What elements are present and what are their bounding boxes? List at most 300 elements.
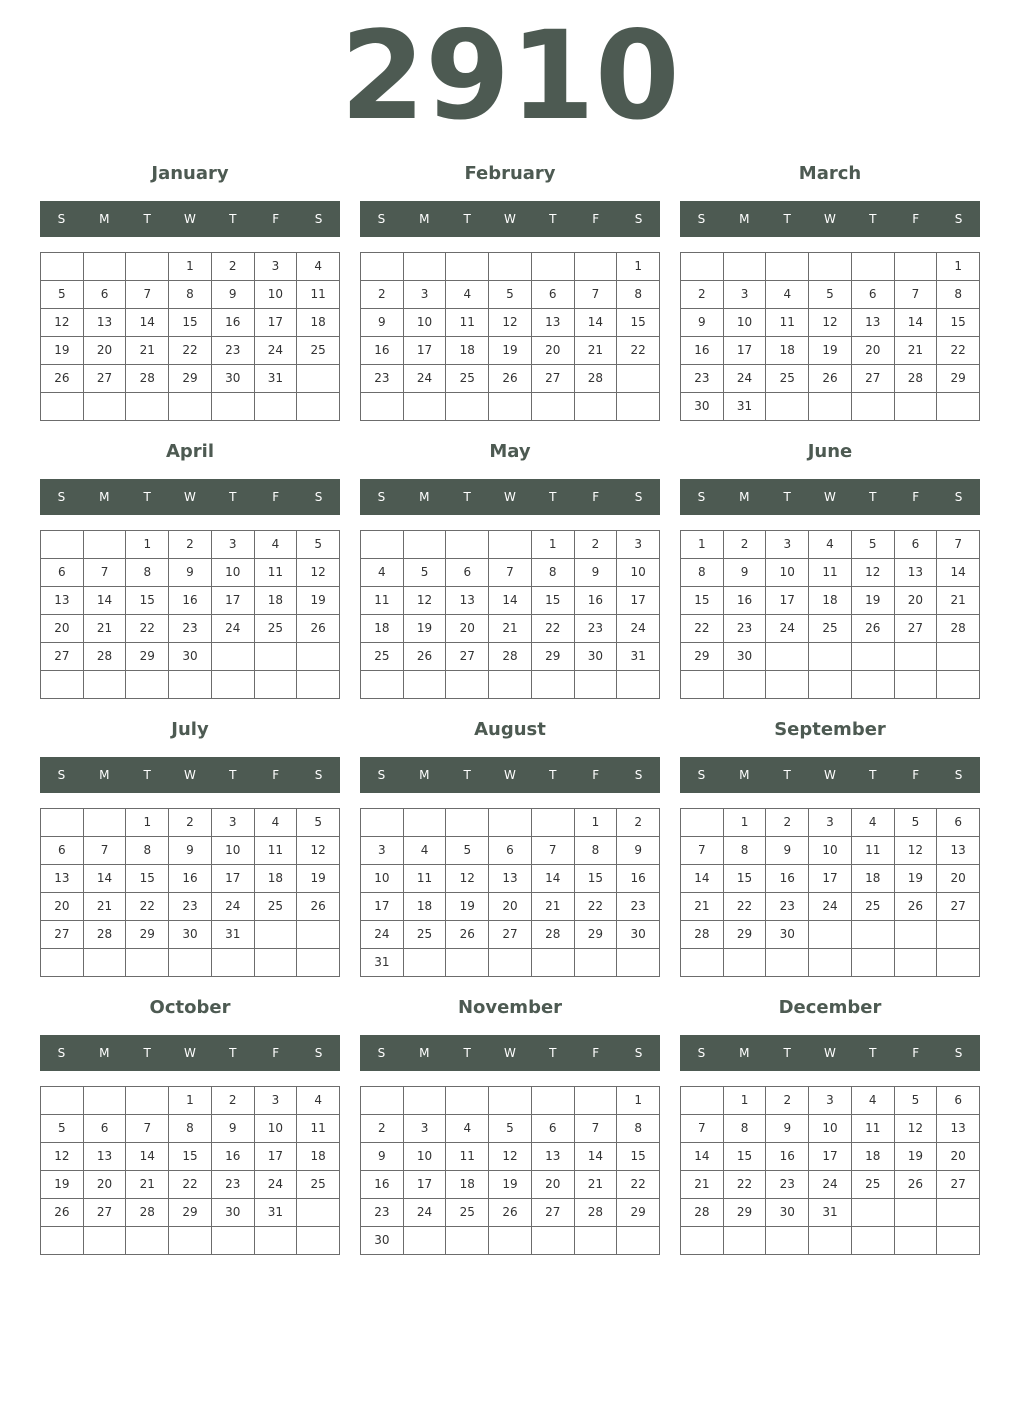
day-cell: 4: [852, 1087, 895, 1115]
day-cell: 3: [724, 281, 767, 309]
empty-day-cell: [617, 949, 660, 977]
day-cell: 11: [404, 865, 447, 893]
empty-day-cell: [361, 1087, 404, 1115]
day-cell: 13: [532, 1143, 575, 1171]
day-cell: 5: [895, 1087, 938, 1115]
day-cell: 17: [809, 1143, 852, 1171]
day-cell: 3: [255, 253, 298, 281]
day-cell: 20: [895, 587, 938, 615]
day-cell: 1: [169, 1087, 212, 1115]
day-cell: 26: [297, 893, 340, 921]
day-cell: 8: [937, 281, 980, 309]
weekday-label: T: [143, 212, 151, 226]
weekday-label: W: [824, 212, 836, 226]
month-name: October: [149, 997, 231, 1018]
empty-day-cell: [766, 253, 809, 281]
empty-day-cell: [489, 671, 532, 699]
day-cell: 22: [126, 615, 169, 643]
weekday-label: F: [592, 1046, 600, 1060]
day-cell: 21: [575, 1171, 618, 1199]
empty-day-cell: [84, 949, 127, 977]
day-cell: 7: [937, 531, 980, 559]
day-cell: 25: [446, 365, 489, 393]
empty-day-cell: [575, 1227, 618, 1255]
day-cell: 18: [297, 309, 340, 337]
weekday-header: [680, 201, 980, 237]
day-cell: 21: [575, 337, 618, 365]
day-cell: 29: [937, 365, 980, 393]
empty-day-cell: [575, 1087, 618, 1115]
day-cell: 1: [169, 253, 212, 281]
day-cell: 17: [361, 893, 404, 921]
month-name: January: [151, 163, 229, 184]
day-cell: 27: [446, 643, 489, 671]
day-cell: 23: [361, 365, 404, 393]
day-cell: 25: [852, 893, 895, 921]
weekday-label: M: [419, 490, 430, 504]
weekday-label: S: [377, 212, 386, 226]
day-cell: 22: [617, 1171, 660, 1199]
day-grid: [40, 530, 340, 699]
day-cell: 19: [41, 1171, 84, 1199]
day-cell: 20: [532, 337, 575, 365]
day-cell: 24: [255, 337, 298, 365]
day-cell: 6: [41, 559, 84, 587]
weekday-label: T: [783, 768, 791, 782]
day-cell: 22: [937, 337, 980, 365]
empty-day-cell: [41, 531, 84, 559]
day-cell: 12: [446, 865, 489, 893]
day-cell: 9: [212, 1115, 255, 1143]
day-cell: 7: [532, 837, 575, 865]
weekday-label: W: [504, 212, 516, 226]
day-cell: 22: [681, 615, 724, 643]
day-cell: 8: [575, 837, 618, 865]
empty-day-cell: [446, 253, 489, 281]
day-cell: 28: [937, 615, 980, 643]
day-cell: 28: [575, 365, 618, 393]
empty-day-cell: [297, 643, 340, 671]
day-cell: 1: [724, 809, 767, 837]
weekday-label: W: [184, 768, 196, 782]
weekday-label: S: [954, 212, 963, 226]
day-cell: 6: [937, 809, 980, 837]
day-cell: 19: [297, 587, 340, 615]
day-cell: 9: [212, 281, 255, 309]
day-cell: 25: [809, 615, 852, 643]
empty-day-cell: [809, 921, 852, 949]
weekday-label: S: [954, 490, 963, 504]
empty-day-cell: [766, 1227, 809, 1255]
day-cell: 25: [766, 365, 809, 393]
empty-day-cell: [41, 393, 84, 421]
day-cell: 30: [617, 921, 660, 949]
empty-day-cell: [575, 949, 618, 977]
day-cell: 14: [532, 865, 575, 893]
day-cell: 11: [446, 1143, 489, 1171]
month-april: [40, 435, 340, 699]
day-cell: 28: [532, 921, 575, 949]
weekday-label: S: [954, 768, 963, 782]
month-march: [680, 157, 980, 421]
day-cell: 19: [297, 865, 340, 893]
day-cell: 1: [575, 809, 618, 837]
day-cell: 24: [212, 615, 255, 643]
empty-day-cell: [41, 809, 84, 837]
day-cell: 29: [126, 921, 169, 949]
day-cell: 4: [404, 837, 447, 865]
day-cell: 30: [766, 1199, 809, 1227]
day-cell: 16: [681, 337, 724, 365]
day-cell: 6: [84, 1115, 127, 1143]
weekday-header: [680, 757, 980, 793]
empty-day-cell: [297, 1227, 340, 1255]
empty-day-cell: [84, 531, 127, 559]
day-cell: 18: [809, 587, 852, 615]
day-cell: 3: [361, 837, 404, 865]
day-cell: 13: [937, 837, 980, 865]
empty-day-cell: [895, 1199, 938, 1227]
empty-day-cell: [681, 253, 724, 281]
day-cell: 22: [169, 337, 212, 365]
weekday-label: M: [739, 212, 750, 226]
day-cell: 29: [169, 1199, 212, 1227]
day-cell: 10: [809, 837, 852, 865]
empty-day-cell: [255, 921, 298, 949]
day-cell: 17: [617, 587, 660, 615]
day-cell: 4: [297, 253, 340, 281]
empty-day-cell: [84, 393, 127, 421]
day-cell: 24: [617, 615, 660, 643]
day-cell: 28: [681, 921, 724, 949]
day-cell: 13: [41, 587, 84, 615]
day-cell: 16: [169, 865, 212, 893]
day-cell: 21: [84, 615, 127, 643]
day-cell: 25: [446, 1199, 489, 1227]
weekday-header: [360, 201, 660, 237]
empty-day-cell: [404, 393, 447, 421]
empty-day-cell: [446, 393, 489, 421]
weekday-label: W: [824, 1046, 836, 1060]
day-cell: 29: [724, 921, 767, 949]
day-cell: 28: [489, 643, 532, 671]
empty-day-cell: [255, 393, 298, 421]
empty-day-cell: [809, 949, 852, 977]
day-cell: 31: [255, 1199, 298, 1227]
empty-day-cell: [575, 393, 618, 421]
day-cell: 20: [41, 615, 84, 643]
day-cell: 24: [212, 893, 255, 921]
day-cell: 2: [766, 1087, 809, 1115]
empty-day-cell: [255, 671, 298, 699]
empty-day-cell: [681, 1227, 724, 1255]
day-cell: 22: [126, 893, 169, 921]
day-grid: [360, 252, 660, 421]
day-cell: 11: [446, 309, 489, 337]
empty-day-cell: [895, 253, 938, 281]
day-cell: 11: [297, 281, 340, 309]
day-cell: 31: [212, 921, 255, 949]
day-grid: [40, 1086, 340, 1255]
day-cell: 13: [446, 587, 489, 615]
day-cell: 28: [84, 643, 127, 671]
empty-day-cell: [361, 393, 404, 421]
day-cell: 17: [404, 337, 447, 365]
day-cell: 8: [126, 837, 169, 865]
day-cell: 18: [766, 337, 809, 365]
day-cell: 21: [681, 1171, 724, 1199]
day-cell: 9: [169, 837, 212, 865]
day-cell: 4: [809, 531, 852, 559]
day-cell: 25: [852, 1171, 895, 1199]
day-cell: 7: [895, 281, 938, 309]
day-cell: 16: [212, 309, 255, 337]
day-cell: 2: [681, 281, 724, 309]
day-cell: 9: [724, 559, 767, 587]
day-cell: 23: [169, 893, 212, 921]
weekday-label: W: [184, 212, 196, 226]
day-cell: 26: [297, 615, 340, 643]
empty-day-cell: [724, 1227, 767, 1255]
day-cell: 2: [361, 281, 404, 309]
day-cell: 15: [126, 865, 169, 893]
weekday-label: S: [697, 212, 706, 226]
weekday-label: M: [739, 490, 750, 504]
day-cell: 4: [361, 559, 404, 587]
day-cell: 14: [575, 309, 618, 337]
day-cell: 13: [532, 309, 575, 337]
day-cell: 11: [255, 559, 298, 587]
day-cell: 8: [169, 281, 212, 309]
day-cell: 16: [212, 1143, 255, 1171]
empty-day-cell: [852, 949, 895, 977]
empty-day-cell: [126, 1227, 169, 1255]
empty-day-cell: [489, 1087, 532, 1115]
day-cell: 16: [617, 865, 660, 893]
day-cell: 13: [852, 309, 895, 337]
day-cell: 11: [766, 309, 809, 337]
day-cell: 25: [404, 921, 447, 949]
day-cell: 24: [255, 1171, 298, 1199]
day-cell: 6: [41, 837, 84, 865]
day-cell: 8: [126, 559, 169, 587]
weekday-label: T: [229, 768, 237, 782]
day-cell: 4: [255, 531, 298, 559]
empty-day-cell: [532, 1227, 575, 1255]
empty-day-cell: [297, 671, 340, 699]
day-cell: 21: [681, 893, 724, 921]
empty-day-cell: [724, 671, 767, 699]
day-cell: 13: [84, 1143, 127, 1171]
day-cell: 23: [766, 1171, 809, 1199]
day-cell: 19: [852, 587, 895, 615]
empty-day-cell: [361, 531, 404, 559]
day-cell: 15: [617, 1143, 660, 1171]
empty-day-cell: [41, 1227, 84, 1255]
day-grid: [40, 252, 340, 421]
day-cell: 29: [575, 921, 618, 949]
day-cell: 21: [84, 893, 127, 921]
day-cell: 11: [361, 587, 404, 615]
day-cell: 31: [361, 949, 404, 977]
weekday-header: [360, 479, 660, 515]
empty-day-cell: [169, 1227, 212, 1255]
day-cell: 30: [361, 1227, 404, 1255]
day-cell: 20: [852, 337, 895, 365]
empty-day-cell: [41, 949, 84, 977]
day-cell: 6: [446, 559, 489, 587]
day-cell: 20: [937, 865, 980, 893]
day-cell: 14: [895, 309, 938, 337]
day-cell: 3: [766, 531, 809, 559]
empty-day-cell: [489, 1227, 532, 1255]
day-cell: 13: [41, 865, 84, 893]
day-cell: 15: [169, 309, 212, 337]
day-cell: 24: [809, 1171, 852, 1199]
empty-day-cell: [446, 671, 489, 699]
weekday-label: W: [184, 1046, 196, 1060]
day-cell: 22: [169, 1171, 212, 1199]
empty-day-cell: [724, 949, 767, 977]
day-cell: 6: [937, 1087, 980, 1115]
day-cell: 5: [41, 281, 84, 309]
empty-day-cell: [404, 671, 447, 699]
day-cell: 14: [126, 1143, 169, 1171]
empty-day-cell: [617, 1227, 660, 1255]
day-grid: [680, 1086, 980, 1255]
empty-day-cell: [84, 1227, 127, 1255]
day-cell: 4: [255, 809, 298, 837]
weekday-label: S: [634, 1046, 643, 1060]
weekday-label: M: [99, 212, 110, 226]
empty-day-cell: [852, 253, 895, 281]
empty-day-cell: [937, 949, 980, 977]
empty-day-cell: [895, 921, 938, 949]
weekday-label: T: [549, 490, 557, 504]
day-cell: 31: [809, 1199, 852, 1227]
empty-day-cell: [852, 393, 895, 421]
day-cell: 14: [575, 1143, 618, 1171]
day-cell: 7: [84, 837, 127, 865]
day-cell: 9: [361, 309, 404, 337]
day-cell: 14: [937, 559, 980, 587]
day-cell: 28: [126, 365, 169, 393]
empty-day-cell: [41, 1087, 84, 1115]
empty-day-cell: [446, 1227, 489, 1255]
weekday-label: T: [783, 490, 791, 504]
day-cell: 26: [809, 365, 852, 393]
day-cell: 21: [937, 587, 980, 615]
empty-day-cell: [532, 671, 575, 699]
day-cell: 13: [84, 309, 127, 337]
day-cell: 29: [126, 643, 169, 671]
day-cell: 12: [404, 587, 447, 615]
empty-day-cell: [937, 643, 980, 671]
weekday-label: F: [912, 490, 920, 504]
empty-day-cell: [41, 253, 84, 281]
month-name: September: [774, 719, 886, 740]
empty-day-cell: [937, 921, 980, 949]
day-cell: 12: [297, 559, 340, 587]
day-cell: 17: [212, 865, 255, 893]
day-cell: 7: [681, 1115, 724, 1143]
weekday-label: S: [697, 768, 706, 782]
day-cell: 3: [404, 281, 447, 309]
empty-day-cell: [297, 921, 340, 949]
day-cell: 19: [809, 337, 852, 365]
day-cell: 5: [297, 531, 340, 559]
day-cell: 2: [575, 531, 618, 559]
weekday-label: S: [634, 768, 643, 782]
day-cell: 30: [575, 643, 618, 671]
day-cell: 12: [852, 559, 895, 587]
day-cell: 1: [126, 809, 169, 837]
day-cell: 7: [681, 837, 724, 865]
weekday-label: T: [463, 1046, 471, 1060]
day-cell: 6: [489, 837, 532, 865]
empty-day-cell: [126, 393, 169, 421]
empty-day-cell: [532, 253, 575, 281]
day-cell: 16: [766, 1143, 809, 1171]
day-cell: 4: [446, 1115, 489, 1143]
weekday-label: F: [272, 212, 280, 226]
day-cell: 2: [169, 809, 212, 837]
day-cell: 28: [126, 1199, 169, 1227]
empty-day-cell: [126, 1087, 169, 1115]
day-cell: 27: [41, 643, 84, 671]
empty-day-cell: [255, 1227, 298, 1255]
day-grid: [360, 808, 660, 977]
day-cell: 1: [937, 253, 980, 281]
day-cell: 10: [724, 309, 767, 337]
day-cell: 7: [84, 559, 127, 587]
day-cell: 25: [255, 893, 298, 921]
day-cell: 24: [404, 1199, 447, 1227]
day-cell: 25: [297, 337, 340, 365]
day-cell: 22: [724, 1171, 767, 1199]
day-cell: 1: [681, 531, 724, 559]
day-cell: 8: [617, 281, 660, 309]
day-cell: 29: [724, 1199, 767, 1227]
day-cell: 17: [766, 587, 809, 615]
day-cell: 30: [169, 643, 212, 671]
empty-day-cell: [404, 531, 447, 559]
day-cell: 22: [532, 615, 575, 643]
day-cell: 15: [575, 865, 618, 893]
day-cell: 21: [895, 337, 938, 365]
day-cell: 29: [169, 365, 212, 393]
day-cell: 27: [532, 1199, 575, 1227]
day-cell: 2: [212, 1087, 255, 1115]
day-cell: 3: [809, 809, 852, 837]
day-cell: 18: [361, 615, 404, 643]
weekday-label: M: [419, 768, 430, 782]
weekday-label: F: [272, 490, 280, 504]
day-cell: 19: [446, 893, 489, 921]
empty-day-cell: [937, 1227, 980, 1255]
day-cell: 1: [617, 253, 660, 281]
day-grid: [680, 808, 980, 977]
day-cell: 23: [766, 893, 809, 921]
day-cell: 31: [724, 393, 767, 421]
day-cell: 17: [255, 309, 298, 337]
day-cell: 17: [255, 1143, 298, 1171]
empty-day-cell: [404, 1087, 447, 1115]
day-cell: 18: [446, 337, 489, 365]
weekday-label: F: [592, 212, 600, 226]
day-cell: 23: [212, 1171, 255, 1199]
empty-day-cell: [126, 671, 169, 699]
